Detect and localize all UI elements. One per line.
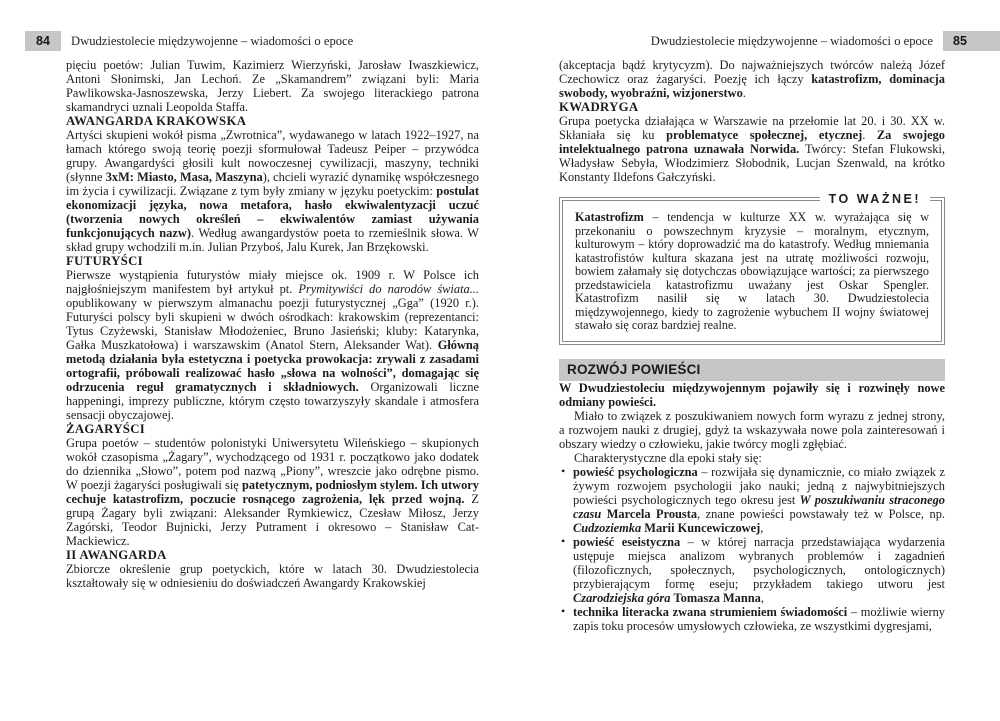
section-bar-rozwoj-powiesci: ROZWÓJ POWIEŚCI — [559, 359, 945, 381]
running-header-left-title: Dwudziestolecie międzywojenne – wiadomości o epoce — [71, 33, 354, 48]
bullet-icon: • — [561, 463, 566, 478]
section-heading-ii-awangarda: II AWANGARDA — [66, 548, 167, 562]
paragraph-katastrofizm-definition: Katastrofizm – tendencja w kulturze XX w. wyrażająca się w przekonaniu o powszechnym kryzysie – moralnym, etycznym, kulturowym – który doprowadzić ma do katastrofy. Według mniemania katastrofistów kultura skazana jest na utratę możliwości rozwoju, bowiem załamały się dotychczas obowiązujące wartości; za pierwszego przedstawiciela katastrofizmu uważany jest Oskar Spengler. Katastrofizm nasilił się w latach 30. Dwudziestolecia międzywojennego, kiedy to zagrożenie wybuchem II wojny światowej stawało się coraz bardziej realne. — [575, 210, 929, 332]
paragraph-futurysci: Pierwsze wystąpienia futurystów miały miejsce ok. 1909 r. W Polsce ich najgłośniejszym manifestem był artykuł pt. Prymitywiści do narodów świata... opublikowany w pierwszym almanachu poezji futurystycznej „Gga” (1920 r.). Futuryści polscy byli skupieni w dwóch ośrodkach: krakowskim (reprezentanci: Tytus Czyżewski, Stanisław Młodożeniec, Bruno Jasieński; kluby: Katarynka, Gałka Muszkatołowa) i warszawskim (Anatol Stern, Aleksander Wat). Główną metodą działania była estetyczna i poetycka prowokacja: zrywali z zasadami ortografii, próbowali realizować hasło „słowa na wolności”, domagając się odrzucenia reguł gramatycznych i składniowych. Organizowali liczne happeningi, imprezy publiczne, którym często towarzyszyły skandale i atmosfera sensacji obyczajowej. — [66, 268, 479, 422]
paragraph-novel-context: Miało to związek z poszukiwaniem nowych form wyrazu z jednej strony, a rozwojem nauki z drugiej, gdyż ta wskazywała nowe pola zainteresowań i obszary wiedzy o człowieku, jakie twórcy mogli zgłębiać. — [559, 408, 945, 451]
section-heading-kwadryga: KWADRYGA — [559, 100, 639, 114]
right-page-column — [559, 0, 945, 633]
paragraph-zagarysci: Grupa poetów – studentów polonistyki Uniwersytetu Wileńskiego – skupionych wokół czasopisma „Żagary”, wychodzącego od 1931 r. początkowo jako dodatek do dziennika „Słowo”, potem pod nazwą „Piony”, wreszcie jako odrębne pismo. W poezji żagaryści posługiwali się patetycznym, podniosłym stylem. Ich utwory cechuje katastrofizm, poczucie rosnącego zagrożenia, lęk przed wojną. Z grupą Żagary byli związani: Aleksander Rymkiewicz, Czesław Miłosz, Jerzy Zagórski, Teodor Bujnicki, Jerzy Putrament i okresowo – Stanisław Cat-Mackiewicz. — [66, 436, 479, 548]
section-heading-zagarysci: ŻAGARYŚCI — [66, 422, 146, 436]
paragraph-awangarda-krakowska: Artyści skupieni wokół pisma „Zwrotnica”, wydawanego w latach 1922–1927, na łamach którego swoją teorię poezji sformułował Tadeusz Peiper – przywódca grupy. Awangardyści głosili kult nowoczesnej cywilizacji, maszyny, techniki (słynne 3xM: Miasto, Masa, Maszyna), chcieli wyrazić dynamikę współczesnego im życia i cywilizacji. Związane z tym były zmiany w języku poetyckim: postulat ekonomizacji języka, nowa metafora, hasło ekwiwalentyzacji uczuć (tworzenia nowych określeń – ekwiwalentów zamiast używania funkcjonujących nazw). Według awangardystów poeta to rzemieślnik słowa. W skład grupy wchodzili m.in. Julian Przyboś, Jalu Kurek, Jan Brzękowski. — [66, 128, 479, 254]
list-item-powiesc-eseistyczna — [559, 535, 945, 605]
paragraph-skamander-continuation: pięciu poetów: Julian Tuwim, Kazimierz Wierzyński, Jarosław Iwaszkiewicz, Antoni Słonimski, Jan Lechoń. Ze „Skamandrem” związani byli: Maria Pawlikowska-Jasnoszewska, Jerzy Liebert. Za swojego literackiego patrona skamandryci uznali Leopolda Staffa. — [66, 58, 479, 114]
section-heading-awangarda-krakowska: AWANGARDA KRAKOWSKA — [66, 114, 247, 128]
list-item-strumien-swiadomosci — [559, 605, 945, 633]
paragraph-novel-lead: W Dwudziestoleciu międzywojennym pojawiły się i rozwinęły nowe odmiany powieści. — [559, 380, 945, 409]
list-item-text: powieść psychologiczna – rozwijała się dynamicznie, co miało związek z żywym rozwojem psychologii jako nauki; jedną z najwybitniejszych powieści psychologicznych tego okresu jest W poszukiwaniu straconego czasu Marcela Prousta, znane powieści powstawały też w Polsce, np. Cudzoziemka Marii Kuncewiczowej, — [573, 464, 945, 535]
list-item-text: powieść eseistyczna – w której narracja przedstawiająca wydarzenia ustępuje miejsca analizom wybranych problemów i zagadnień (filozoficznych, społecznych, psychologicznych, ontologicznych) przybierającym formę eseju; przykładem takiego utworu jest Czarodziejska góra Tomasza Manna, — [573, 534, 946, 605]
page-number-right: 85 — [943, 31, 1000, 51]
paragraph-ii-awangarda-continuation: (akceptacja bądź krytycyzm). Do najważniejszych twórców należą Józef Czechowicz oraz żagaryści. Poezję ich łączy katastrofizm, dominacja swobody, wyobraźni, wizjonerstwo. — [559, 58, 945, 100]
running-header-right-title: Dwudziestolecie międzywojenne – wiadomości o epoce — [650, 33, 933, 48]
important-note-label: TO WAŻNE! — [820, 192, 930, 206]
paragraph-ii-awangarda: Zbiorcze określenie grup poetyckich, które w latach 30. Dwudziestolecia kształtowały się w odniesieniu do doświadczeń Awangardy Krakowskiej — [66, 562, 479, 590]
novel-types-list — [559, 465, 945, 633]
bullet-icon: • — [561, 533, 566, 548]
left-page-column — [66, 0, 479, 590]
list-item-text: technika literacka zwana strumieniem świadomości – możliwie wierny zapis toku procesów umysłowych człowieka, ze wszystkimi dygresjami, — [573, 604, 945, 633]
important-note-box — [559, 192, 945, 345]
list-item-powiesc-psychologiczna — [559, 465, 945, 535]
section-heading-futurysci: FUTURYŚCI — [66, 254, 143, 268]
bullet-icon: • — [561, 603, 566, 618]
paragraph-kwadryga: Grupa poetycka działająca w Warszawie na przełomie lat 20. i 30. XX w. Skłaniała się ku problematyce społecznej, etycznej. Za swojego intelektualnego patrona uznawała Norwida. Twórcy: Stefan Flukowski, Władysław Sebyła, Włodzimierz Słobodnik, Lucjan Szenwald, na krótko Konstanty Ildefons Gałczyński. — [559, 114, 945, 184]
paragraph-novel-list-intro: Charakterystyczne dla epoki stały się: — [574, 450, 762, 465]
page-number-left: 84 — [25, 31, 61, 51]
